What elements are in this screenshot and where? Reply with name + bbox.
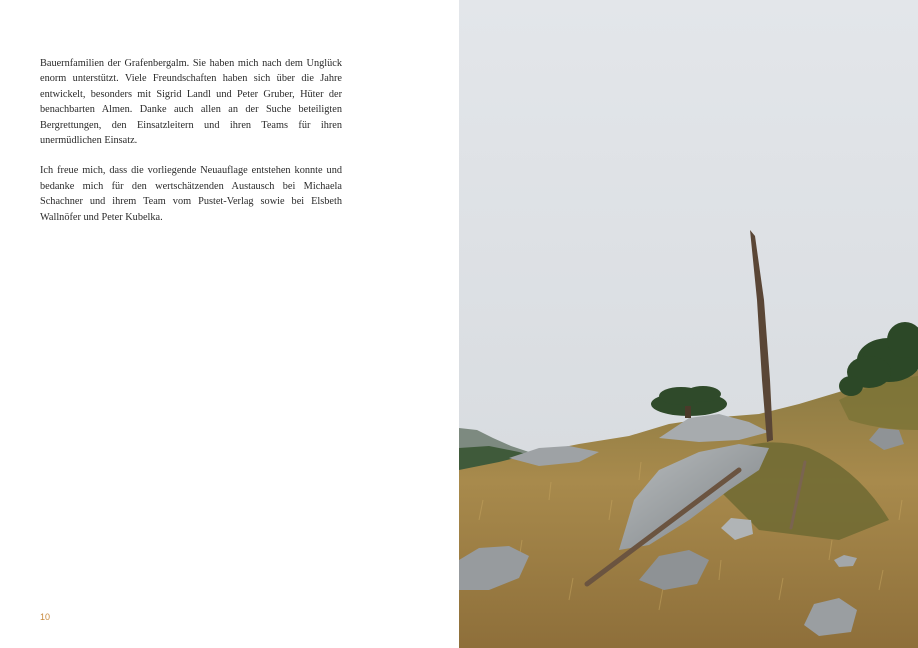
right-page xyxy=(459,0,918,648)
paragraph-acknowledgement-1: Bauernfamilien der Grafenbergalm. Sie haben mich nach dem Unglück enorm unterstützt. Viele Freundschaften haben sich über die Jahre entwickelt, besonders mit Sigrid Landl und Peter Gruber, Hüter der benachbarten Almen. Danke auch allen an der Suche beteiligten Bergrettungen, den Einsatzleitern und ihren Teams für ihren unermüdlichen Einsatz. xyxy=(40,58,342,147)
paragraph-acknowledgement-2: Ich freue mich, dass die vorliegende Neuauflage entstehen konnte und bedanke mich für den wertschätzenden Austausch bei Michaela Schachner und ihrem Team vom Pustet-Verlag sowie bei Elsbeth Wallnöfer und Peter Kubelka. xyxy=(40,165,342,223)
alpine-meadow-photo xyxy=(459,0,918,648)
page-number: 10 xyxy=(40,612,51,622)
body-text xyxy=(40,56,342,240)
